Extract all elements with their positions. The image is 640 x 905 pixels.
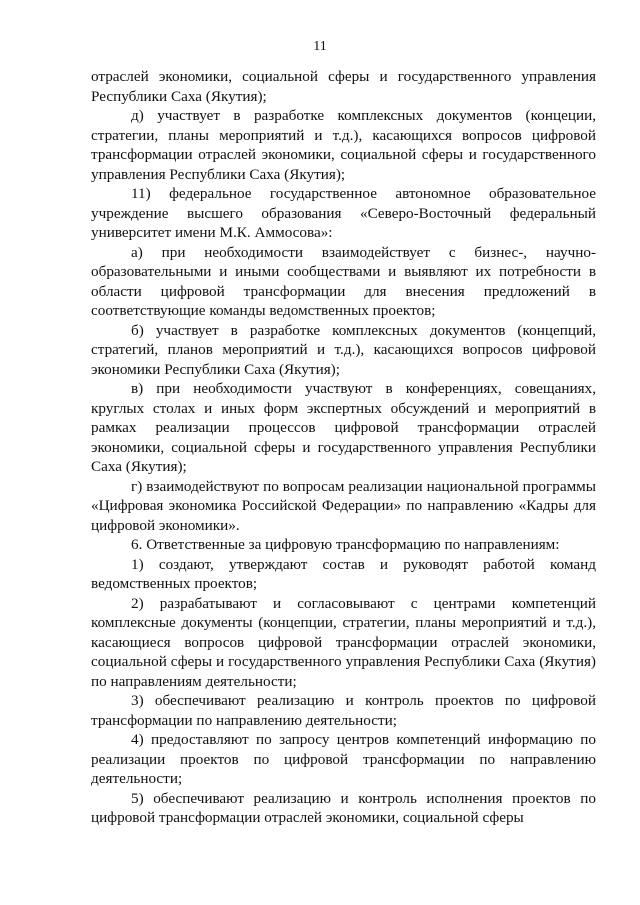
paragraph-item-g: г) взаимодействуют по вопросам реализации национальной программы «Цифровая экономика Российской Федерации» по направлению «Кадры для цифровой экономики».: [91, 477, 596, 534]
paragraph-item-1: 1) создают, утверждают состав и руководят работой команд ведомственных проектов;: [91, 555, 596, 592]
paragraph-item-5: 5) обеспечивают реализацию и контроль исполнения проектов по цифровой трансформации отраслей экономики, социальной сферы: [91, 789, 596, 826]
paragraph-item-11: 11) федеральное государственное автономное образовательное учреждение высшего образования «Северо-Восточный федеральный университет имени М.К. Аммосова»:: [91, 185, 596, 241]
page-number: 11: [313, 39, 327, 54]
paragraph-item-4: 4) предоставляют по запросу центров компетенций информацию по реализации проектов по цифровой трансформации по направлению деятельности;: [91, 731, 596, 787]
document-body: [91, 67, 596, 828]
paragraph-item-3: 3) обеспечивают реализацию и контроль проектов по цифровой трансформации по направлению деятельности;: [91, 692, 596, 729]
paragraph-item-2: 2) разрабатывают и согласовывают с центрами компетенций комплексные документы (концепции, стратегии, планы мероприятий и т.д.), касающиеся вопросов цифровой трансформации отраслей экономики, социальной сферы и государственного управления Республики Саха (Якутия) по направлениям деятельности;: [91, 594, 596, 690]
paragraph-item-a: а) при необходимости взаимодействует с бизнес-, научно-образовательными и иными сообществами и выявляют их потребности в области цифровой трансформации для внесения предложений в соответствующие команды ведомственных проектов;: [91, 243, 596, 319]
paragraph-item-v: в) при необходимости участвуют в конференциях, совещаниях, круглых столах и иных форм экспертных обсуждений и мероприятий в рамках реализации процессов цифровой трансформации отраслей экономики, социальной сферы и государственного управления Республики Саха (Якутия);: [91, 380, 596, 475]
paragraph-item-d: д) участвует в разработке комплексных документов (концеции, стратегии, планы мероприятий и т.д.), касающихся вопросов цифровой трансформации отраслей экономики, социальной сферы и государственного управления Республики Саха (Якутия);: [91, 107, 596, 183]
paragraph-continuation: отраслей экономики, социальной сферы и государственного управления Республики Саха (Якутия);: [91, 68, 596, 105]
section-heading-6: 6. Ответственные за цифровую трансформацию по направлениям:: [131, 536, 560, 553]
paragraph-item-b: б) участвует в разработке комплексных документов (концепций, стратегий, планов мероприятий и т.д.), касающихся вопросов цифровой экономики Республики Саха (Якутия);: [91, 321, 596, 378]
